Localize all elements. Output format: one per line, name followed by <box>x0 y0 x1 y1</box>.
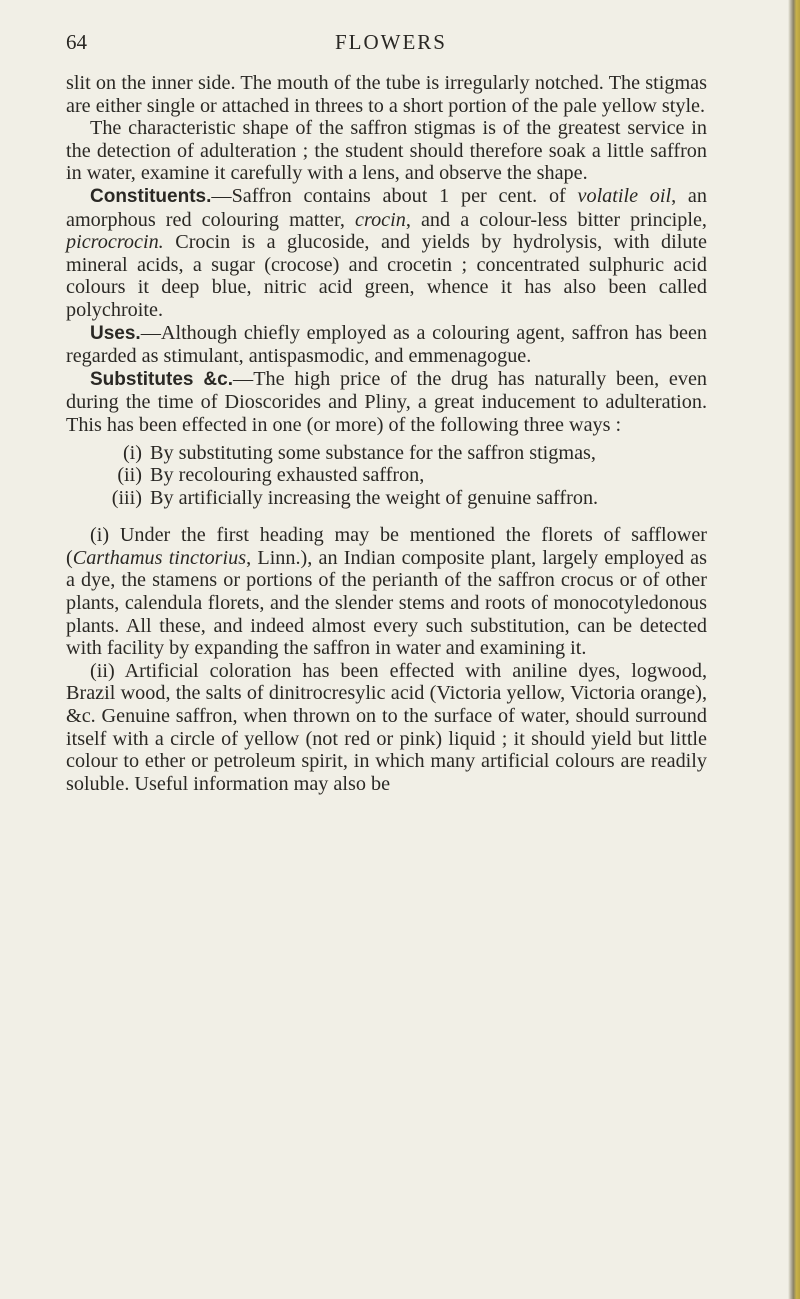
term-carthamus-tinctorius: Carthamus tinctorius <box>72 546 247 569</box>
term-volatile-oil: volatile oil <box>577 184 672 207</box>
term-crocin: crocin <box>355 208 406 231</box>
adulteration-list <box>66 442 707 510</box>
list-item <box>66 487 707 510</box>
list-item-number: (i) <box>122 441 142 464</box>
running-title: FLOWERS <box>334 30 447 54</box>
paragraph-characteristic-shape: The characteristic shape of the saffron stigmas is of the greatest service in the detection of adulteration ; the student should therefore soak a little saffron in water, examine it carefully with a lens, and observe the shape. <box>66 117 707 185</box>
paragraph-substitutes: Substitutes &c.—The high price of the drug has naturally been, even during the time of Dioscorides and Pliny, a great inducement to adulteration. This has been effected in one (or more) of the following three ways : <box>66 367 707 436</box>
page-edge <box>788 0 800 1299</box>
paragraph-constituents: Constituents.—Saffron contains about 1 per cent. of volatile oil, an amorphous red colouring matter, crocin, and a colour-less bitter principle, picrocrocin. Crocin is a glucoside, and yields by hydrolysis, with dilute mineral acids, a sugar (crocose) and crocetin ; concentrated sulphuric acid colours it deep blue, nitric acid green, whence it has also been called polychroite. <box>66 184 707 321</box>
paragraph-artificial-coloration: (ii) Artificial coloration has been effected with aniline dyes, logwood, Brazil wood, the salts of dinitrocresylic acid (Victoria yellow, Victoria orange), &c. Genuine saffron, when thrown on to the surface of water, should surround itself with a circle of yellow (not red or pink) liquid ; it should yield but little colour to ether or petroleum spirit, in which many artificial colours are readily soluble. Useful information may also be <box>66 659 707 795</box>
constituents-heading: Constituents. <box>90 185 212 207</box>
list-item-number: (iii) <box>111 486 142 509</box>
paragraph-first-heading: (i) Under the first heading may be mentioned the florets of safflower (Carthamus tinctorius, Linn.), an Indian composite plant, largely employed as a dye, the stamens or portions of the perianth of the saffron crocus or of other plants, calendula florets, and the slender stems and roots of monocotyledonous plants. All these, and indeed almost every such substitution, can be detected with facility by expanding the saffron in water and examining it. <box>66 524 707 660</box>
paragraph-uses: Uses.—Although chiefly employed as a colouring agent, saffron has been regarded as stimulant, antispasmodic, and emmenagogue. <box>66 321 707 368</box>
list-item-text: By recolouring exhausted saffron, <box>150 464 425 487</box>
list-item <box>66 464 707 487</box>
list-item <box>66 442 707 465</box>
list-item-number: (ii) <box>117 464 142 487</box>
list-item-text: By artificially increasing the weight of genuine saffron. <box>150 486 599 509</box>
body-text <box>66 72 707 795</box>
uses-heading: Uses. <box>90 322 141 344</box>
page-header <box>66 28 716 58</box>
term-picrocrocin: picrocrocin. <box>66 231 164 254</box>
substitutes-heading: Substitutes &c. <box>90 368 234 390</box>
paragraph-continuation: slit on the inner side. The mouth of the tube is irregularly notched. The stigmas are either single or attached in threes to a short portion of the pale yellow style. <box>66 72 707 117</box>
page-number: 64 <box>66 30 87 54</box>
list-item-text: By substituting some substance for the saffron stigmas, <box>150 441 596 464</box>
